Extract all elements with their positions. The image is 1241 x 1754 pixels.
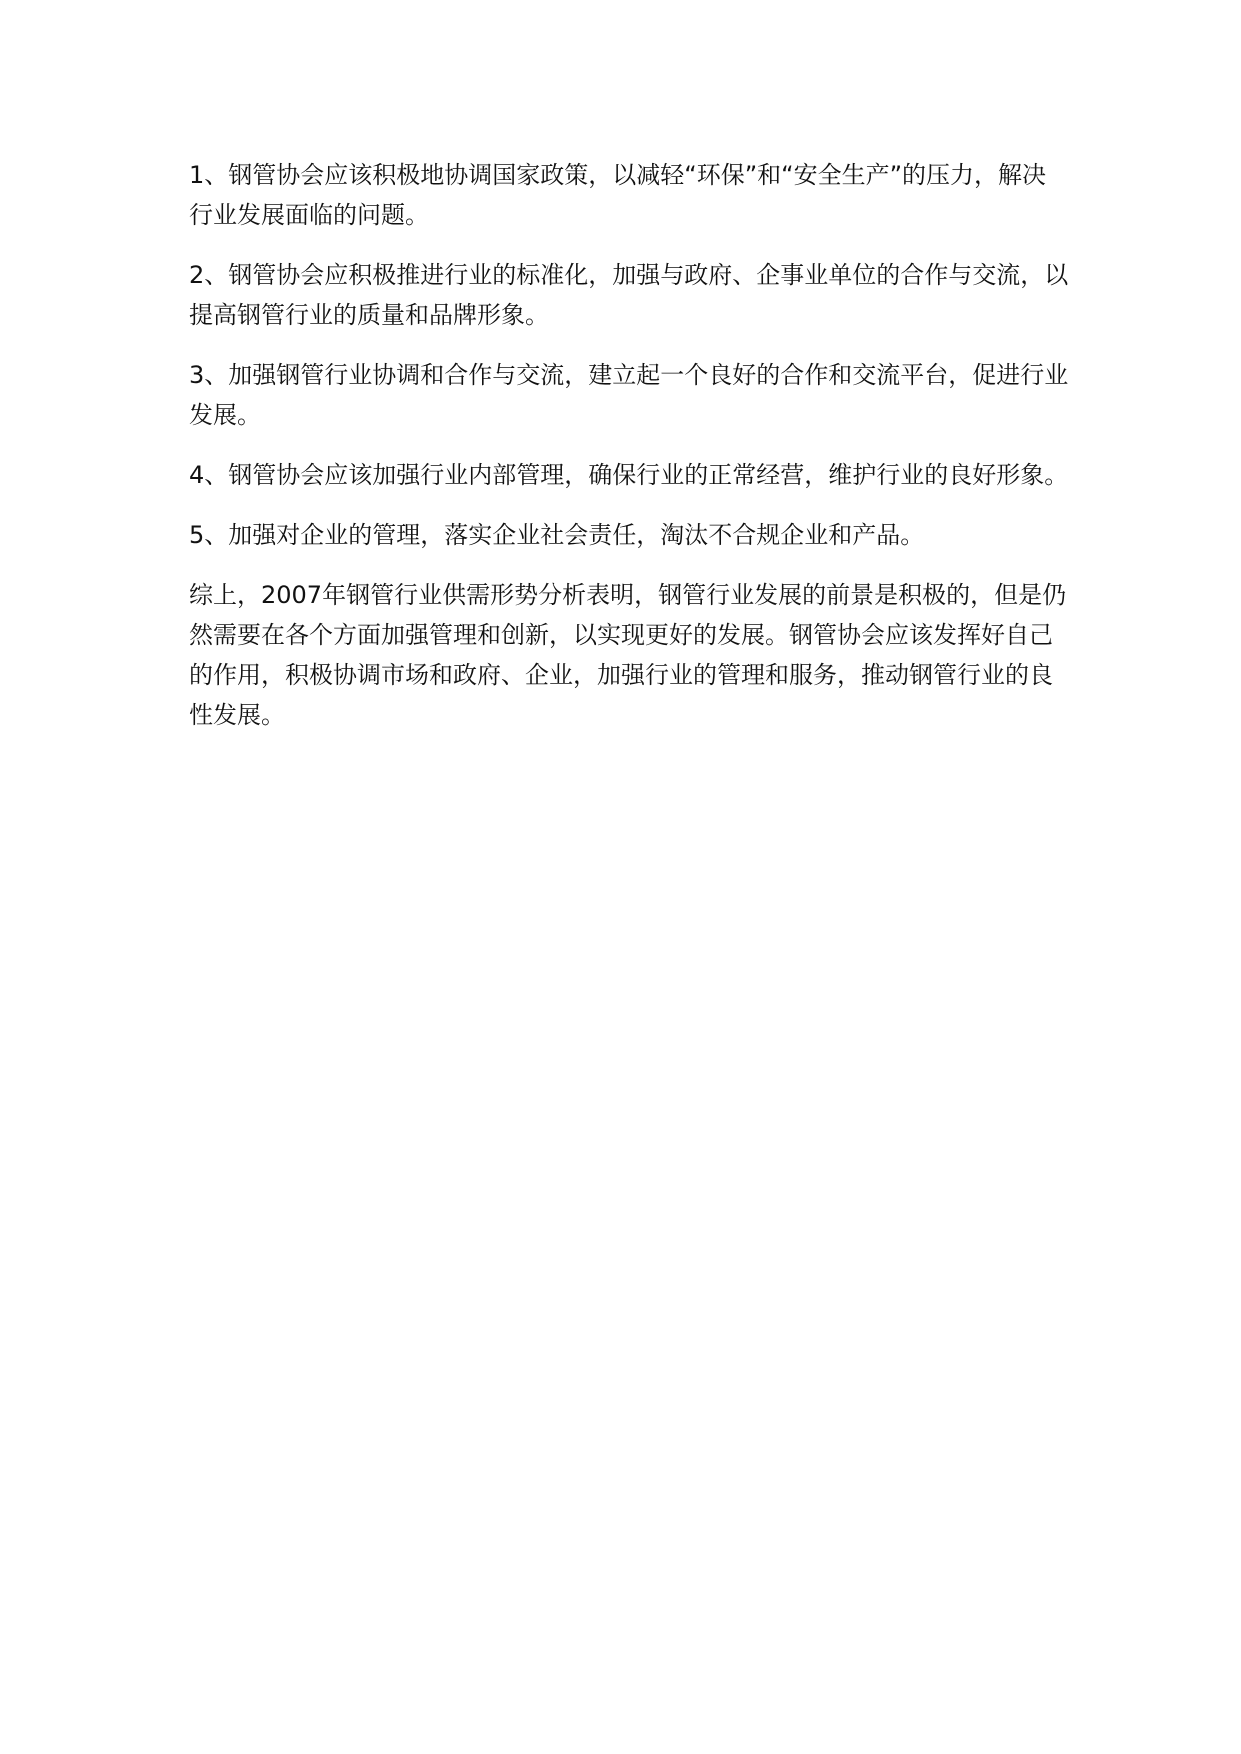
paragraph-item-2: 2、钢管协会应积极推进行业的标准化，加强与政府、企事业单位的合作与交流，以提高钢管行业的质量和品牌形象。: [189, 261, 1069, 329]
paragraph-item-5: 5、加强对企业的管理，落实企业社会责任，淘汰不合规企业和产品。: [189, 521, 925, 549]
paragraph-item-4: 4、钢管协会应该加强行业内部管理，确保行业的正常经营，维护行业的良好形象。: [189, 461, 1069, 489]
paragraph-item-3: 3、加强钢管行业协调和合作与交流，建立起一个良好的合作和交流平台，促进行业发展。: [189, 361, 1069, 429]
paragraph-item-1: 1、钢管协会应该积极地协调国家政策，以减轻“环保”和“安全生产”的压力，解决行业发展面临的问题。: [189, 161, 1047, 229]
paragraph-summary: 综上，2007年钢管行业供需形势分析表明，钢管行业发展的前景是积极的，但是仍然需要在各个方面加强管理和创新，以实现更好的发展。钢管协会应该发挥好自己的作用，积极协调市场和政府、企业，加强行业的管理和服务，推动钢管行业的良性发展。: [189, 581, 1067, 729]
document-body: [189, 155, 1069, 755]
